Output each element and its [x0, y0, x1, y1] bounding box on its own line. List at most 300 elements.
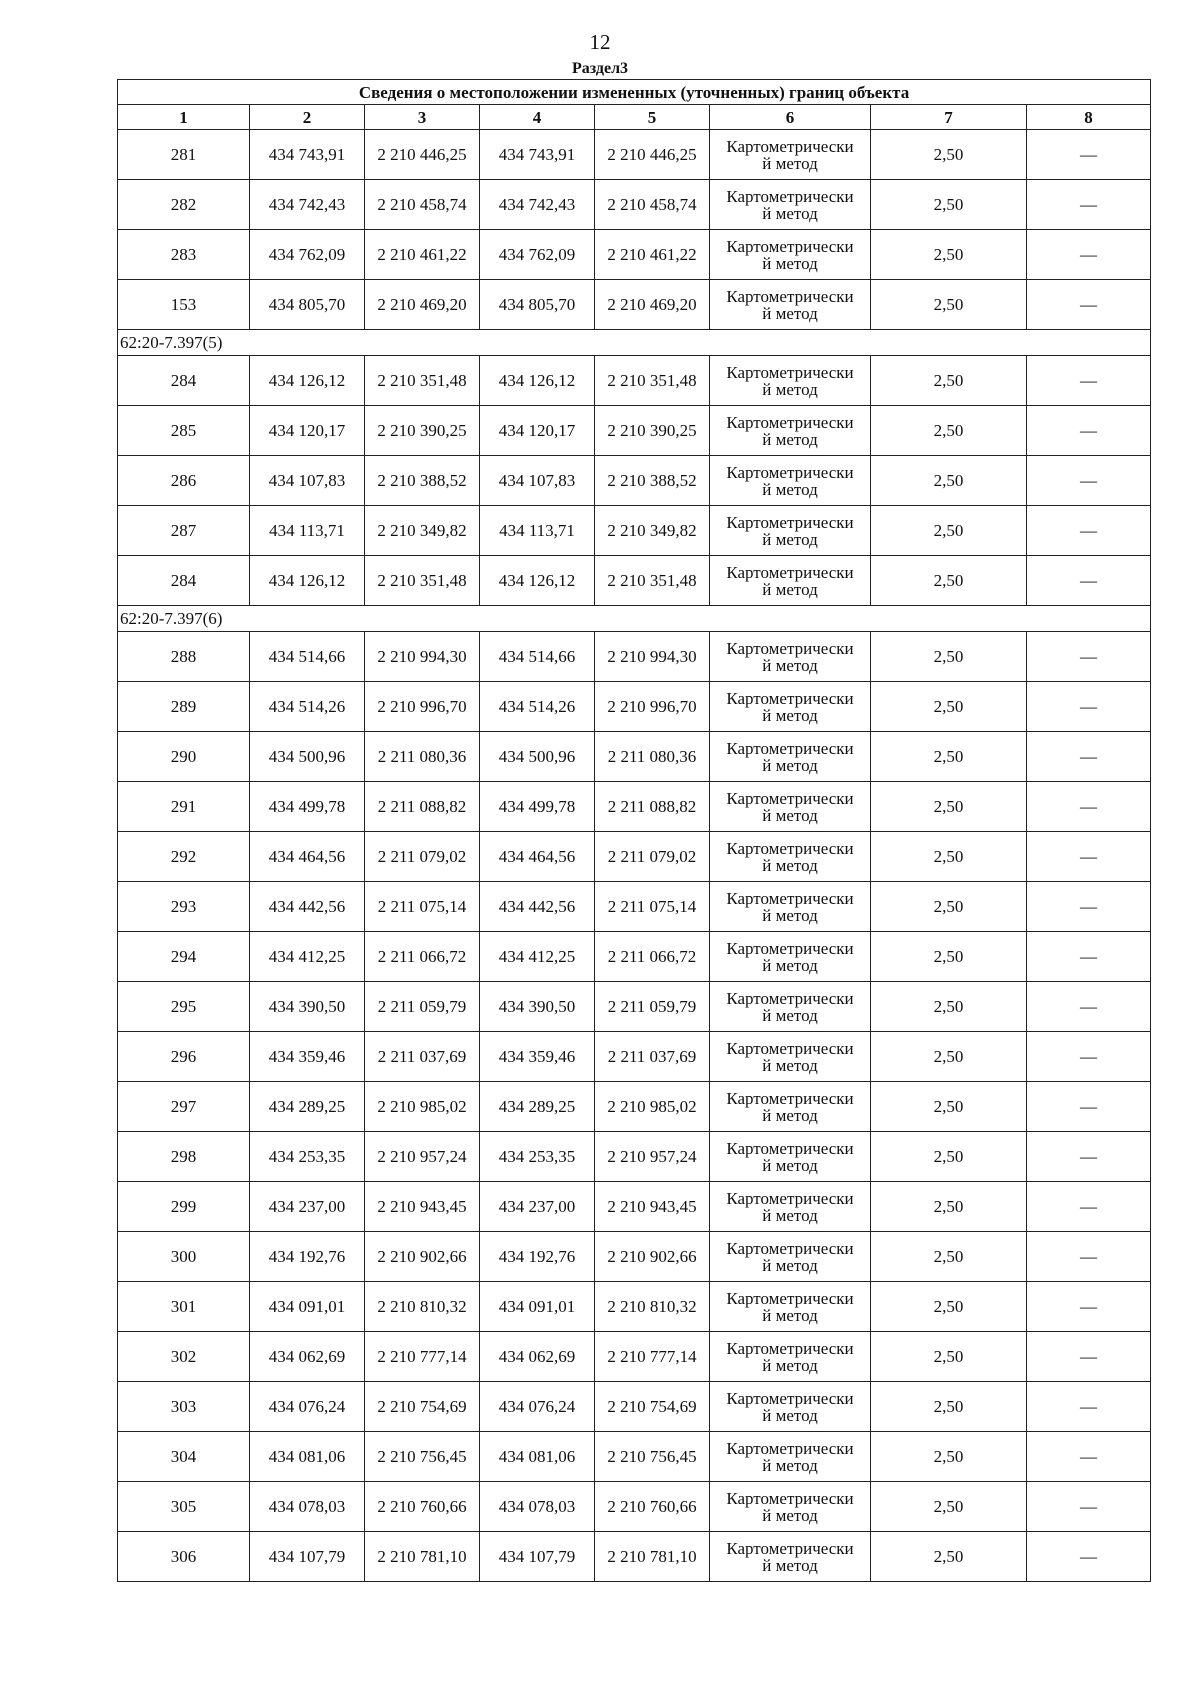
x-new-cell: 434 412,25 [480, 932, 595, 982]
y-new-cell: 2 210 461,22 [595, 230, 710, 280]
accuracy-cell: 2,50 [871, 1382, 1027, 1432]
table-row [118, 782, 1151, 832]
table-row [118, 632, 1151, 682]
x-existing-cell: 434 113,71 [250, 506, 365, 556]
method-line-2: й метод [762, 1105, 818, 1125]
description-cell: — [1027, 982, 1151, 1032]
method-line-1: Картометрически [726, 136, 854, 156]
method-line-2: й метод [762, 303, 818, 323]
x-new-cell: 434 289,25 [480, 1082, 595, 1132]
y-new-cell: 2 210 469,20 [595, 280, 710, 330]
y-new-cell: 2 210 781,10 [595, 1532, 710, 1582]
y-existing-cell: 2 210 810,32 [365, 1282, 480, 1332]
y-new-cell: 2 210 777,14 [595, 1332, 710, 1382]
point-number-cell: 287 [118, 506, 250, 556]
group-row [118, 330, 1151, 356]
method-line-1: Картометрически [726, 236, 854, 256]
y-existing-cell: 2 211 075,14 [365, 882, 480, 932]
method-cell [710, 1382, 871, 1432]
point-number-cell: 289 [118, 682, 250, 732]
y-existing-cell: 2 210 756,45 [365, 1432, 480, 1482]
x-existing-cell: 434 514,26 [250, 682, 365, 732]
method-line-2: й метод [762, 805, 818, 825]
accuracy-cell: 2,50 [871, 406, 1027, 456]
point-number-cell: 153 [118, 280, 250, 330]
description-cell: — [1027, 832, 1151, 882]
x-existing-cell: 434 514,66 [250, 632, 365, 682]
y-new-cell: 2 211 059,79 [595, 982, 710, 1032]
description-cell: — [1027, 782, 1151, 832]
x-new-cell: 434 237,00 [480, 1182, 595, 1232]
method-line-2: й метод [762, 1355, 818, 1375]
method-line-1: Картометрически [726, 738, 854, 758]
description-cell: — [1027, 682, 1151, 732]
point-number-cell: 288 [118, 632, 250, 682]
point-number-cell: 296 [118, 1032, 250, 1082]
description-cell: — [1027, 130, 1151, 180]
accuracy-cell: 2,50 [871, 1182, 1027, 1232]
column-number: 6 [710, 105, 871, 130]
description-cell: — [1027, 1132, 1151, 1182]
method-line-1: Картометрически [726, 1088, 854, 1108]
point-number-cell: 291 [118, 782, 250, 832]
y-existing-cell: 2 211 037,69 [365, 1032, 480, 1082]
method-line-2: й метод [762, 1505, 818, 1525]
accuracy-cell: 2,50 [871, 506, 1027, 556]
method-line-1: Картометрически [726, 1338, 854, 1358]
method-cell [710, 456, 871, 506]
x-existing-cell: 434 742,43 [250, 180, 365, 230]
method-line-2: й метод [762, 529, 818, 549]
column-number: 1 [118, 105, 250, 130]
description-cell: — [1027, 456, 1151, 506]
method-cell [710, 1232, 871, 1282]
point-number-cell: 292 [118, 832, 250, 882]
y-existing-cell: 2 211 080,36 [365, 732, 480, 782]
method-cell [710, 556, 871, 606]
x-existing-cell: 434 192,76 [250, 1232, 365, 1282]
method-cell [710, 1182, 871, 1232]
method-line-2: й метод [762, 1555, 818, 1575]
table-row [118, 1082, 1151, 1132]
description-cell: — [1027, 1482, 1151, 1532]
accuracy-cell: 2,50 [871, 1532, 1027, 1582]
method-line-1: Картометрически [726, 1138, 854, 1158]
description-cell: — [1027, 506, 1151, 556]
x-new-cell: 434 113,71 [480, 506, 595, 556]
x-new-cell: 434 514,66 [480, 632, 595, 682]
method-cell [710, 506, 871, 556]
x-new-cell: 434 120,17 [480, 406, 595, 456]
method-cell [710, 632, 871, 682]
x-new-cell: 434 464,56 [480, 832, 595, 882]
description-cell: — [1027, 1382, 1151, 1432]
table-row [118, 406, 1151, 456]
y-existing-cell: 2 210 388,52 [365, 456, 480, 506]
y-existing-cell: 2 210 351,48 [365, 356, 480, 406]
method-cell [710, 1282, 871, 1332]
method-line-2: й метод [762, 1455, 818, 1475]
method-line-2: й метод [762, 755, 818, 775]
method-line-1: Картометрически [726, 1538, 854, 1558]
column-number-row [118, 105, 1151, 130]
table-row [118, 1232, 1151, 1282]
method-line-1: Картометрически [726, 362, 854, 382]
method-line-2: й метод [762, 153, 818, 173]
accuracy-cell: 2,50 [871, 832, 1027, 882]
table-title: Сведения о местоположении измененных (уточненных) границ объекта [118, 80, 1151, 105]
table-row [118, 1532, 1151, 1582]
accuracy-cell: 2,50 [871, 130, 1027, 180]
x-existing-cell: 434 499,78 [250, 782, 365, 832]
method-cell [710, 782, 871, 832]
method-line-2: й метод [762, 1005, 818, 1025]
point-number-cell: 284 [118, 556, 250, 606]
method-line-2: й метод [762, 253, 818, 273]
accuracy-cell: 2,50 [871, 1432, 1027, 1482]
table-row [118, 882, 1151, 932]
y-existing-cell: 2 210 349,82 [365, 506, 480, 556]
point-number-cell: 302 [118, 1332, 250, 1382]
x-existing-cell: 434 126,12 [250, 356, 365, 406]
y-existing-cell: 2 210 390,25 [365, 406, 480, 456]
y-new-cell: 2 210 957,24 [595, 1132, 710, 1182]
description-cell: — [1027, 1232, 1151, 1282]
method-line-2: й метод [762, 1205, 818, 1225]
method-line-2: й метод [762, 855, 818, 875]
parcel-part-label: 62:20-7.397(6) [118, 606, 1151, 632]
accuracy-cell: 2,50 [871, 456, 1027, 506]
description-cell: — [1027, 180, 1151, 230]
x-new-cell: 434 081,06 [480, 1432, 595, 1482]
table-row [118, 356, 1151, 406]
method-line-1: Картометрически [726, 1488, 854, 1508]
x-existing-cell: 434 442,56 [250, 882, 365, 932]
y-new-cell: 2 210 351,48 [595, 556, 710, 606]
x-new-cell: 434 743,91 [480, 130, 595, 180]
y-new-cell: 2 210 760,66 [595, 1482, 710, 1532]
x-new-cell: 434 514,26 [480, 682, 595, 732]
accuracy-cell: 2,50 [871, 1032, 1027, 1082]
y-new-cell: 2 211 080,36 [595, 732, 710, 782]
point-number-cell: 282 [118, 180, 250, 230]
x-existing-cell: 434 237,00 [250, 1182, 365, 1232]
y-existing-cell: 2 210 458,74 [365, 180, 480, 230]
description-cell: — [1027, 556, 1151, 606]
method-line-1: Картометрически [726, 1188, 854, 1208]
table-row [118, 732, 1151, 782]
description-cell: — [1027, 280, 1151, 330]
y-existing-cell: 2 211 066,72 [365, 932, 480, 982]
table-row [118, 506, 1151, 556]
accuracy-cell: 2,50 [871, 1282, 1027, 1332]
y-new-cell: 2 210 996,70 [595, 682, 710, 732]
method-line-1: Картометрически [726, 638, 854, 658]
group-row [118, 606, 1151, 632]
table-row [118, 1282, 1151, 1332]
accuracy-cell: 2,50 [871, 982, 1027, 1032]
x-existing-cell: 434 762,09 [250, 230, 365, 280]
x-existing-cell: 434 390,50 [250, 982, 365, 1032]
y-new-cell: 2 210 994,30 [595, 632, 710, 682]
x-existing-cell: 434 062,69 [250, 1332, 365, 1382]
method-line-1: Картометрически [726, 462, 854, 482]
page-number: 12 [589, 30, 611, 54]
point-number-cell: 301 [118, 1282, 250, 1332]
method-cell [710, 180, 871, 230]
description-cell: — [1027, 1432, 1151, 1482]
x-existing-cell: 434 412,25 [250, 932, 365, 982]
y-new-cell: 2 210 446,25 [595, 130, 710, 180]
column-number: 2 [250, 105, 365, 130]
method-line-2: й метод [762, 1255, 818, 1275]
x-new-cell: 434 805,70 [480, 280, 595, 330]
description-cell: — [1027, 1282, 1151, 1332]
y-new-cell: 2 211 088,82 [595, 782, 710, 832]
method-cell [710, 732, 871, 782]
method-cell [710, 230, 871, 280]
method-cell [710, 356, 871, 406]
description-cell: — [1027, 356, 1151, 406]
x-new-cell: 434 062,69 [480, 1332, 595, 1382]
y-existing-cell: 2 210 351,48 [365, 556, 480, 606]
table-row [118, 1432, 1151, 1482]
method-cell [710, 130, 871, 180]
table-row [118, 280, 1151, 330]
point-number-cell: 297 [118, 1082, 250, 1132]
description-cell: — [1027, 1182, 1151, 1232]
accuracy-cell: 2,50 [871, 280, 1027, 330]
method-line-2: й метод [762, 1305, 818, 1325]
method-cell [710, 1432, 871, 1482]
x-existing-cell: 434 120,17 [250, 406, 365, 456]
accuracy-cell: 2,50 [871, 782, 1027, 832]
y-existing-cell: 2 211 079,02 [365, 832, 480, 882]
method-line-2: й метод [762, 379, 818, 399]
x-existing-cell: 434 464,56 [250, 832, 365, 882]
point-number-cell: 281 [118, 130, 250, 180]
accuracy-cell: 2,50 [871, 1232, 1027, 1282]
method-cell [710, 832, 871, 882]
x-existing-cell: 434 743,91 [250, 130, 365, 180]
y-new-cell: 2 210 349,82 [595, 506, 710, 556]
point-number-cell: 300 [118, 1232, 250, 1282]
method-line-1: Картометрически [726, 988, 854, 1008]
x-new-cell: 434 500,96 [480, 732, 595, 782]
x-new-cell: 434 126,12 [480, 556, 595, 606]
y-new-cell: 2 210 458,74 [595, 180, 710, 230]
accuracy-cell: 2,50 [871, 1132, 1027, 1182]
method-line-2: й метод [762, 429, 818, 449]
point-number-cell: 285 [118, 406, 250, 456]
y-existing-cell: 2 210 760,66 [365, 1482, 480, 1532]
method-line-1: Картометрически [726, 562, 854, 582]
table-row [118, 1182, 1151, 1232]
method-cell [710, 1032, 871, 1082]
description-cell: — [1027, 882, 1151, 932]
y-new-cell: 2 211 075,14 [595, 882, 710, 932]
table-row [118, 1132, 1151, 1182]
table-row [118, 932, 1151, 982]
method-line-2: й метод [762, 1055, 818, 1075]
point-number-cell: 304 [118, 1432, 250, 1482]
x-new-cell: 434 390,50 [480, 982, 595, 1032]
y-existing-cell: 2 210 943,45 [365, 1182, 480, 1232]
method-cell [710, 406, 871, 456]
method-line-1: Картометрически [726, 186, 854, 206]
method-line-2: й метод [762, 655, 818, 675]
method-line-1: Картометрически [726, 1438, 854, 1458]
x-new-cell: 434 078,03 [480, 1482, 595, 1532]
x-existing-cell: 434 081,06 [250, 1432, 365, 1482]
method-line-2: й метод [762, 1405, 818, 1425]
point-number-cell: 293 [118, 882, 250, 932]
method-line-1: Картометрически [726, 788, 854, 808]
point-number-cell: 284 [118, 356, 250, 406]
y-existing-cell: 2 210 446,25 [365, 130, 480, 180]
method-cell [710, 1532, 871, 1582]
method-line-1: Картометрически [726, 838, 854, 858]
method-line-1: Картометрически [726, 1388, 854, 1408]
column-number: 8 [1027, 105, 1151, 130]
x-new-cell: 434 126,12 [480, 356, 595, 406]
column-number: 7 [871, 105, 1027, 130]
table-row [118, 230, 1151, 280]
y-new-cell: 2 211 066,72 [595, 932, 710, 982]
method-line-1: Картометрически [726, 512, 854, 532]
x-new-cell: 434 762,09 [480, 230, 595, 280]
y-existing-cell: 2 210 994,30 [365, 632, 480, 682]
y-new-cell: 2 210 985,02 [595, 1082, 710, 1132]
y-new-cell: 2 211 079,02 [595, 832, 710, 882]
method-line-2: й метод [762, 705, 818, 725]
table-row [118, 1032, 1151, 1082]
description-cell: — [1027, 632, 1151, 682]
y-existing-cell: 2 210 957,24 [365, 1132, 480, 1182]
accuracy-cell: 2,50 [871, 356, 1027, 406]
x-existing-cell: 434 107,83 [250, 456, 365, 506]
point-number-cell: 306 [118, 1532, 250, 1582]
point-number-cell: 283 [118, 230, 250, 280]
table-row [118, 1482, 1151, 1532]
y-existing-cell: 2 210 777,14 [365, 1332, 480, 1382]
description-cell: — [1027, 732, 1151, 782]
x-existing-cell: 434 107,79 [250, 1532, 365, 1582]
method-line-1: Картометрически [726, 1238, 854, 1258]
method-line-1: Картометрически [726, 888, 854, 908]
x-new-cell: 434 359,46 [480, 1032, 595, 1082]
y-new-cell: 2 210 810,32 [595, 1282, 710, 1332]
method-cell [710, 1132, 871, 1182]
x-new-cell: 434 192,76 [480, 1232, 595, 1282]
method-line-2: й метод [762, 905, 818, 925]
description-cell: — [1027, 1332, 1151, 1382]
table-row [118, 682, 1151, 732]
x-new-cell: 434 742,43 [480, 180, 595, 230]
method-line-1: Картометрически [726, 688, 854, 708]
point-number-cell: 295 [118, 982, 250, 1032]
y-existing-cell: 2 210 902,66 [365, 1232, 480, 1282]
accuracy-cell: 2,50 [871, 1332, 1027, 1382]
column-number: 5 [595, 105, 710, 130]
column-number: 4 [480, 105, 595, 130]
accuracy-cell: 2,50 [871, 732, 1027, 782]
y-new-cell: 2 210 756,45 [595, 1432, 710, 1482]
point-number-cell: 305 [118, 1482, 250, 1532]
method-line-2: й метод [762, 479, 818, 499]
y-existing-cell: 2 210 469,20 [365, 280, 480, 330]
y-new-cell: 2 210 388,52 [595, 456, 710, 506]
description-cell: — [1027, 230, 1151, 280]
section-label: Раздел3 [571, 60, 629, 77]
point-number-cell: 294 [118, 932, 250, 982]
table-body [118, 130, 1151, 1582]
y-existing-cell: 2 211 088,82 [365, 782, 480, 832]
x-existing-cell: 434 076,24 [250, 1382, 365, 1432]
method-line-2: й метод [762, 1155, 818, 1175]
x-existing-cell: 434 500,96 [250, 732, 365, 782]
table-row [118, 1382, 1151, 1432]
method-line-1: Картометрически [726, 286, 854, 306]
method-line-2: й метод [762, 203, 818, 223]
description-cell: — [1027, 1082, 1151, 1132]
description-cell: — [1027, 406, 1151, 456]
y-new-cell: 2 210 943,45 [595, 1182, 710, 1232]
y-new-cell: 2 210 902,66 [595, 1232, 710, 1282]
method-line-1: Картометрически [726, 1288, 854, 1308]
table-row [118, 456, 1151, 506]
y-existing-cell: 2 211 059,79 [365, 982, 480, 1032]
x-new-cell: 434 442,56 [480, 882, 595, 932]
description-cell: — [1027, 1032, 1151, 1082]
accuracy-cell: 2,50 [871, 1482, 1027, 1532]
accuracy-cell: 2,50 [871, 632, 1027, 682]
parcel-part-label: 62:20-7.397(5) [118, 330, 1151, 356]
method-cell [710, 882, 871, 932]
y-existing-cell: 2 210 996,70 [365, 682, 480, 732]
accuracy-cell: 2,50 [871, 682, 1027, 732]
boundary-coordinates-table [117, 79, 1151, 1582]
accuracy-cell: 2,50 [871, 180, 1027, 230]
point-number-cell: 290 [118, 732, 250, 782]
point-number-cell: 286 [118, 456, 250, 506]
table-row [118, 982, 1151, 1032]
method-line-2: й метод [762, 579, 818, 599]
accuracy-cell: 2,50 [871, 932, 1027, 982]
accuracy-cell: 2,50 [871, 230, 1027, 280]
point-number-cell: 298 [118, 1132, 250, 1182]
y-existing-cell: 2 210 754,69 [365, 1382, 480, 1432]
x-new-cell: 434 107,83 [480, 456, 595, 506]
accuracy-cell: 2,50 [871, 882, 1027, 932]
method-cell [710, 1332, 871, 1382]
table-row [118, 1332, 1151, 1382]
x-new-cell: 434 107,79 [480, 1532, 595, 1582]
accuracy-cell: 2,50 [871, 556, 1027, 606]
method-cell [710, 1482, 871, 1532]
method-cell [710, 932, 871, 982]
x-existing-cell: 434 289,25 [250, 1082, 365, 1132]
method-line-2: й метод [762, 955, 818, 975]
y-existing-cell: 2 210 985,02 [365, 1082, 480, 1132]
method-line-1: Картометрически [726, 938, 854, 958]
x-existing-cell: 434 359,46 [250, 1032, 365, 1082]
method-cell [710, 682, 871, 732]
description-cell: — [1027, 932, 1151, 982]
method-cell [710, 1082, 871, 1132]
table-row [118, 130, 1151, 180]
x-new-cell: 434 253,35 [480, 1132, 595, 1182]
